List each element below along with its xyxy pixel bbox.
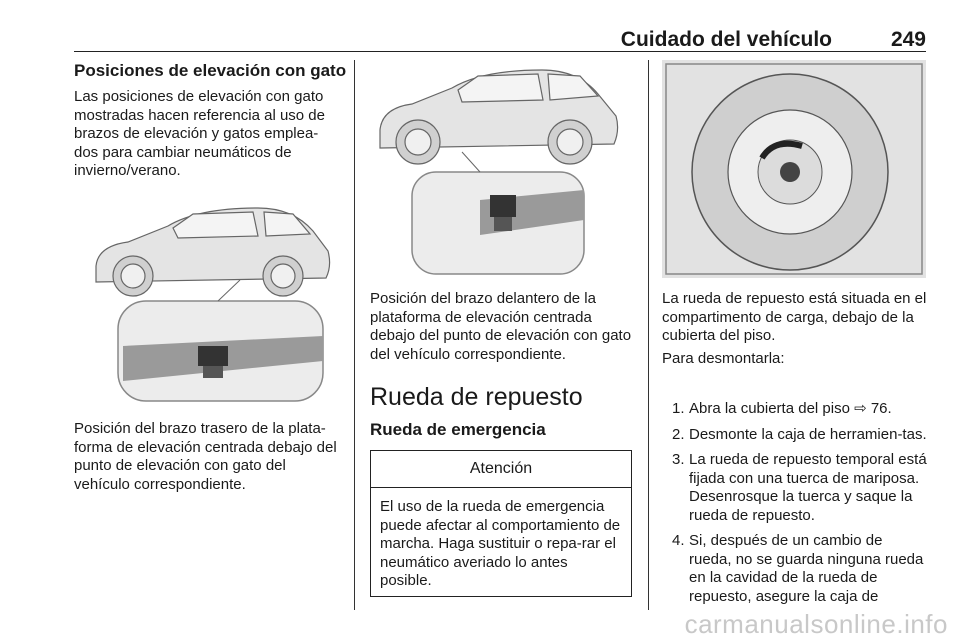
column-1 [74,60,347,181]
attention-title: Atención [371,451,631,488]
column-divider-2 [648,60,649,610]
page-header [74,28,926,52]
list-item: 3. La rueda de repuesto temporal está fijada con una tuerca de mariposa. Desenrosque la tuerca y saque la rueda de repuesto. [672,451,927,524]
rear-lift-caption: Posición del brazo trasero de la plata-forma de elevación centrada debajo del punto de elevación con gato del vehículo correspondiente. [74,420,337,493]
spare-wheel-figure [662,60,926,278]
front-lift-caption: Posición del brazo delantero de la plataforma de elevación centrada debajo del punto de elevación con gato del vehículo correspondiente. [370,290,632,363]
attention-text: El uso de la rueda de emergencia puede afectar al comportamiento de marcha. Haga sustituir o repa-rar el neumático averiado lo antes posible. [380,498,621,589]
lift-positions-heading: Posiciones de elevación con gato [74,61,347,80]
spare-wheel-intro: La rueda de repuesto está situada en el compartimento de carga, debajo de la cubierta del piso. [662,290,927,344]
emergency-wheel-heading: Rueda de emergencia [370,420,546,439]
front-lift-figure [370,60,632,278]
list-item: 4. Si, después de un cambio de rueda, no se guarda ninguna rueda en la cavidad de la rueda de repuesto, asegure la caja de [672,532,924,605]
attention-box [370,450,632,597]
header-title: Cuidado del vehículo [620,28,832,51]
removal-steps [662,400,928,613]
list-item: 1. Abra la cubierta del piso ⇨ 76. [672,400,892,417]
lift-positions-intro: Las posiciones de elevación con gato mostradas hacen referencia al uso de brazos de elevación y gatos emplea-dos para cambiar neumáticos de invierno/verano. [74,88,325,179]
page-number: 249 [890,28,926,51]
watermark: carmanualsonline.info [684,609,948,639]
column-divider-1 [354,60,355,610]
rear-lift-figure [88,196,338,406]
header-rule [74,51,926,52]
spare-wheel-title: Rueda de repuesto [370,383,583,411]
removal-lead: Para desmontarla: [662,350,785,367]
list-item: 2. Desmonte la caja de herramien-tas. [672,425,927,443]
